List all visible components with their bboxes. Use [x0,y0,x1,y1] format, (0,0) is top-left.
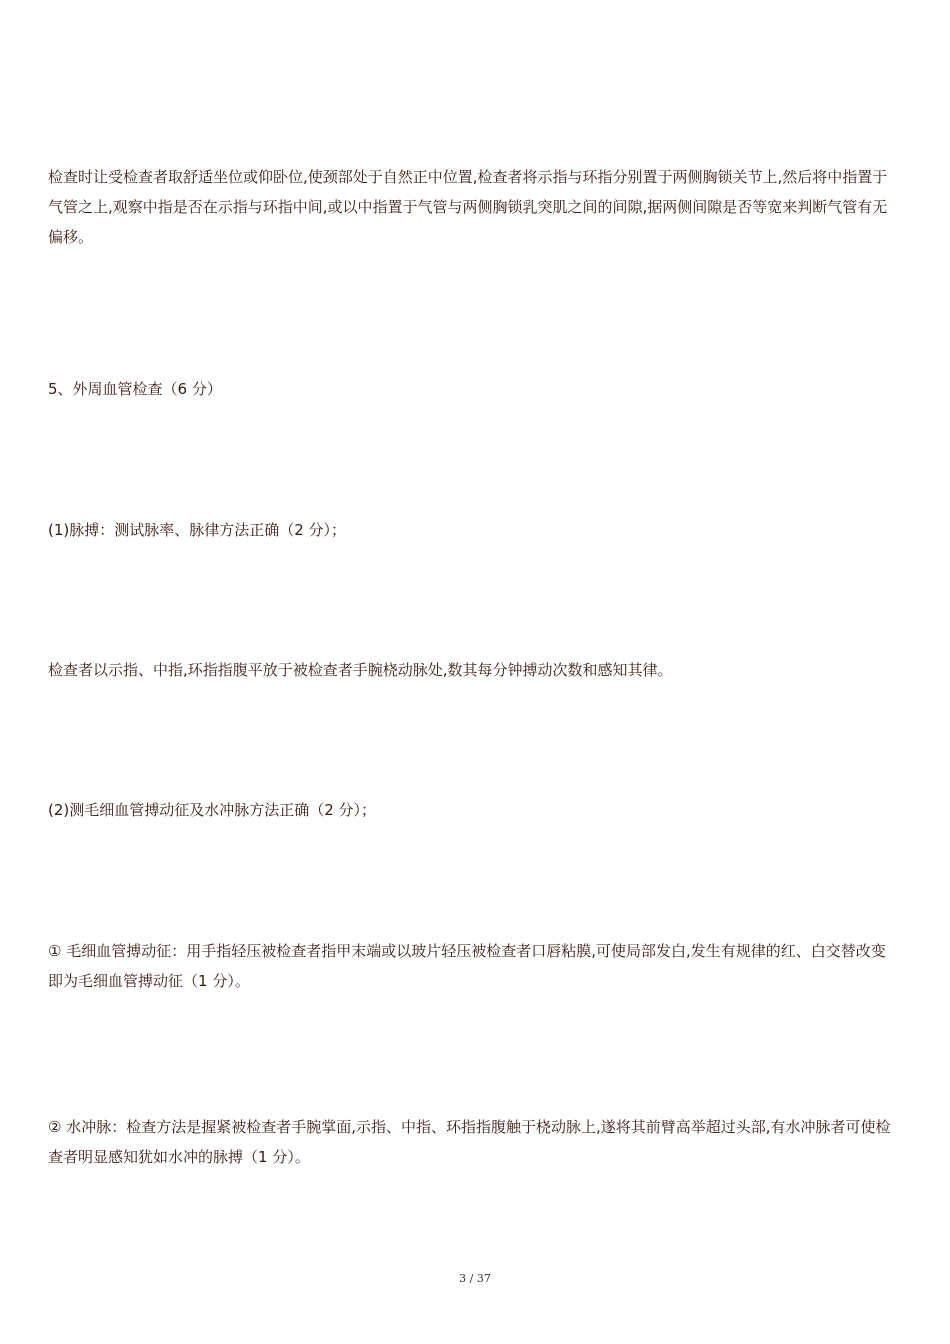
paragraph-water-hammer-pulse: ② 水冲脉：检查方法是握紧被检查者手腕掌面,示指、中指、环指指腹触于桡动脉上,遂将其前臂高举超过头部,有水冲脉者可使检查者明显感知犹如水冲的脉搏（1 分）。 [48,1118,891,1166]
paragraph-capillary-pulsation: ① 毛细血管搏动征：用手指轻压被检查者指甲末端或以玻片轻压被检查者口唇粘膜,可使局部发白,发生有规律的红、白交替改变即为毛细血管搏动征（1 分）。 [48,942,886,990]
paragraph-pulse-method: 检查者以示指、中指,环指指腹平放于被检查者手腕桡动脉处,数其每分钟搏动次数和感知其律。 [48,661,673,679]
heading-peripheral-vascular-exam: 5、外周血管检查（6 分） [48,380,222,398]
page-number: 3 / 37 [459,1272,491,1285]
item-capillary-pulse: (2)测毛细血管搏动征及水冲脉方法正确（2 分）； [48,801,377,819]
paragraph-trachea-exam: 检查时让受检查者取舒适坐位或仰卧位,使颈部处于自然正中位置,检查者将示指与环指分别置于两侧胸锁关节上,然后将中指置于气管之上,观察中指是否在示指与环指中间,或以中指置于气管与两侧胸锁乳突肌之间的间隙,据两侧间隙是否等宽来判断气管有无偏移。 [48,168,888,246]
item-pulse: (1)脉搏：测试脉率、脉律方法正确（2 分）； [48,521,347,539]
